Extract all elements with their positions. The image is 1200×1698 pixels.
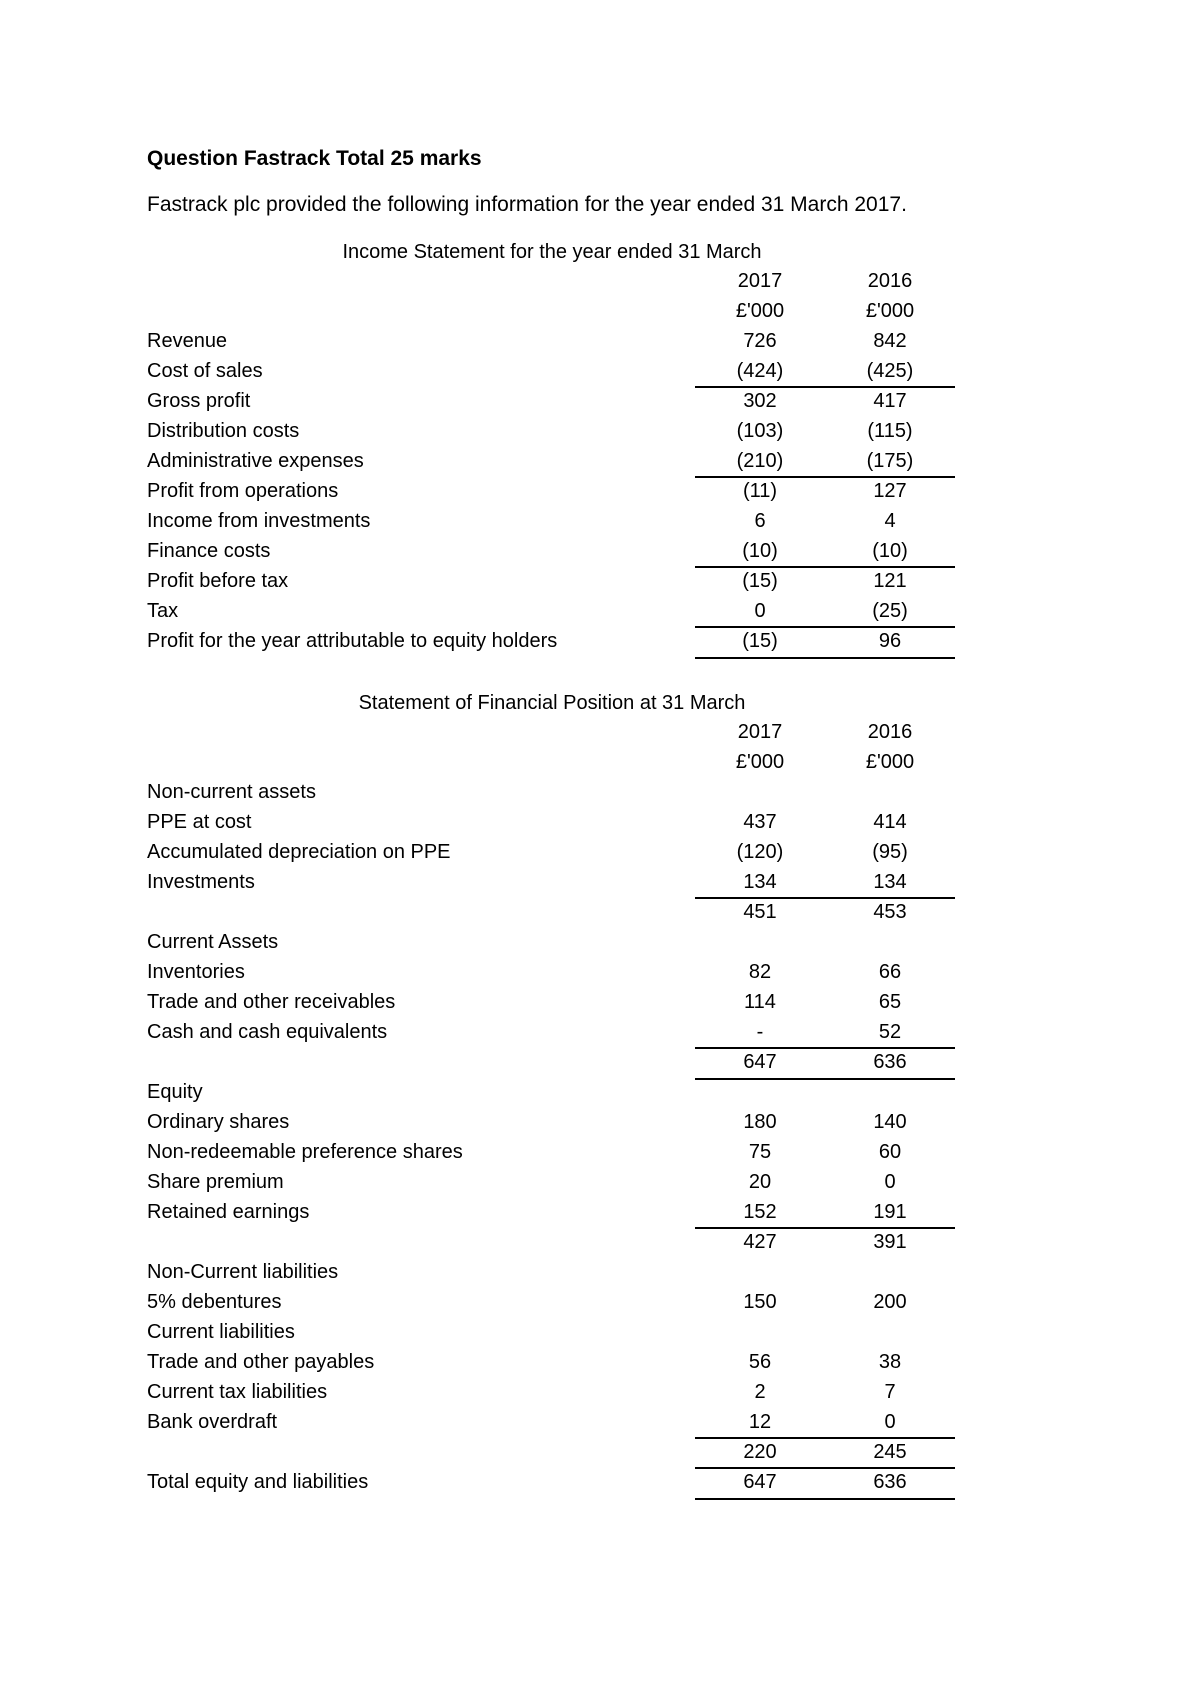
value-2017: 134 <box>743 871 777 893</box>
value-2017: 6 <box>754 510 766 532</box>
table-row <box>147 1379 957 1408</box>
table-row <box>147 839 957 868</box>
value-2017: 152 <box>743 1201 777 1223</box>
table-row <box>147 418 957 447</box>
row-label: Ordinary shares <box>147 1111 290 1133</box>
row-label: Retained earnings <box>147 1201 310 1223</box>
value-2016: 0 <box>884 1171 896 1193</box>
value-2016: 121 <box>873 570 907 592</box>
table-row <box>147 989 957 1018</box>
value-2016: 417 <box>873 390 907 412</box>
unit-2017-header: £'000 <box>735 751 785 773</box>
row-label: Accumulated depreciation on PPE <box>147 841 451 863</box>
value-2017: 647 <box>743 1471 777 1493</box>
row-label: Non-Current liabilities <box>147 1261 339 1283</box>
row-label: Trade and other payables <box>147 1351 375 1373</box>
year-2017-header: 2017 <box>737 270 783 292</box>
financial-position-unit-header <box>147 749 957 778</box>
value-2017: 0 <box>754 600 766 622</box>
total-rule <box>695 1498 825 1500</box>
year-2016-header: 2016 <box>867 270 913 292</box>
row-label: Trade and other receivables <box>147 991 396 1013</box>
table-row <box>147 628 957 657</box>
value-2016: (25) <box>872 600 908 622</box>
table-row <box>147 448 957 477</box>
financial-position-title: Statement of Financial Position at 31 March <box>358 692 746 714</box>
table-row <box>147 1349 957 1378</box>
table-row <box>147 478 957 507</box>
value-2017: (424) <box>736 360 784 382</box>
value-2016: 60 <box>878 1141 902 1163</box>
row-label: Non-current assets <box>147 781 316 803</box>
value-2017: 150 <box>743 1291 777 1313</box>
value-2016: (175) <box>866 450 914 472</box>
income-statement-year-header <box>147 268 957 297</box>
value-2016: 140 <box>873 1111 907 1133</box>
year-2017-header: 2017 <box>737 721 783 743</box>
value-2017: 302 <box>743 390 777 412</box>
table-row <box>147 328 957 357</box>
value-2016: (95) <box>872 841 908 863</box>
row-label: Profit before tax <box>147 570 289 592</box>
row-label: Revenue <box>147 330 228 352</box>
value-2016: 842 <box>873 330 907 352</box>
section-heading <box>147 929 957 958</box>
row-label: Total equity and liabilities <box>147 1471 369 1493</box>
value-2017: 647 <box>743 1051 777 1073</box>
row-label: Tax <box>147 600 179 622</box>
subtotal-row <box>147 1439 957 1468</box>
value-2016: 245 <box>873 1441 907 1463</box>
value-2017: 437 <box>743 811 777 833</box>
value-2017: 726 <box>743 330 777 352</box>
financial-position-year-header <box>147 719 957 748</box>
row-label: PPE at cost <box>147 811 252 833</box>
value-2016: (115) <box>867 420 913 442</box>
total-rule <box>825 1498 955 1500</box>
value-2017: (103) <box>736 420 784 442</box>
value-2016: 414 <box>873 811 907 833</box>
table-row <box>147 598 957 627</box>
value-2016: 636 <box>873 1471 907 1493</box>
value-2016: 453 <box>873 901 907 923</box>
value-2017: 2 <box>754 1381 766 1403</box>
value-2016: 134 <box>873 871 907 893</box>
question-intro: Fastrack plc provided the following information for the year ended 31 March 2017. <box>147 193 907 216</box>
subtotal-row <box>147 1229 957 1258</box>
value-2017: 114 <box>744 991 776 1013</box>
table-row <box>147 869 957 898</box>
table-row <box>147 1469 957 1498</box>
total-rule <box>825 657 955 659</box>
row-label: Bank overdraft <box>147 1411 278 1433</box>
value-2016: 0 <box>884 1411 896 1433</box>
subtotal-row <box>147 899 957 928</box>
unit-2017-header: £'000 <box>735 300 785 322</box>
section-heading <box>147 1319 957 1348</box>
table-row <box>147 1109 957 1138</box>
value-2017: (10) <box>742 540 778 562</box>
table-row <box>147 568 957 597</box>
value-2017: (15) <box>742 630 778 652</box>
value-2016: 191 <box>873 1201 907 1223</box>
table-row <box>147 959 957 988</box>
value-2017: 56 <box>748 1351 772 1373</box>
value-2016: 65 <box>878 991 902 1013</box>
unit-2016-header: £'000 <box>865 300 915 322</box>
value-2016: 52 <box>878 1021 902 1043</box>
row-label: 5% debentures <box>147 1291 282 1313</box>
row-label: Finance costs <box>147 540 271 562</box>
income-statement-title: Income Statement for the year ended 31 March <box>342 241 762 263</box>
table-row <box>147 1409 957 1438</box>
row-label: Distribution costs <box>147 420 300 442</box>
value-2016: (425) <box>866 360 914 382</box>
value-2017: 220 <box>743 1441 777 1463</box>
value-2017: 180 <box>743 1111 777 1133</box>
value-2016: 4 <box>884 510 896 532</box>
total-rule <box>695 657 825 659</box>
value-2017: 82 <box>748 961 772 983</box>
value-2016: 66 <box>878 961 902 983</box>
value-2017: (11) <box>742 480 778 502</box>
value-2017: (15) <box>742 570 778 592</box>
value-2016: 391 <box>873 1231 907 1253</box>
value-2016: 127 <box>873 480 907 502</box>
value-2017: (210) <box>736 450 784 472</box>
row-label: Equity <box>147 1081 203 1103</box>
value-2017: 12 <box>748 1411 772 1433</box>
row-label: Cost of sales <box>147 360 263 382</box>
value-2017: 451 <box>743 901 777 923</box>
question-title: Question Fastrack Total 25 marks <box>147 147 482 170</box>
table-row <box>147 809 957 838</box>
year-2016-header: 2016 <box>867 721 913 743</box>
table-row <box>147 538 957 567</box>
row-label: Profit from operations <box>147 480 339 502</box>
row-label: Income from investments <box>147 510 371 532</box>
value-2017: (120) <box>736 841 784 863</box>
unit-2016-header: £'000 <box>865 751 915 773</box>
value-2016: 96 <box>878 630 902 652</box>
row-label: Share premium <box>147 1171 284 1193</box>
table-row <box>147 1199 957 1228</box>
value-2016: (10) <box>872 540 908 562</box>
value-2017: 427 <box>743 1231 777 1253</box>
table-row <box>147 508 957 537</box>
section-heading <box>147 779 957 808</box>
value-2016: 200 <box>873 1291 907 1313</box>
value-2016: 38 <box>878 1351 902 1373</box>
value-2016: 7 <box>884 1381 896 1403</box>
row-label: Current liabilities <box>147 1321 295 1343</box>
row-label: Cash and cash equivalents <box>147 1021 388 1043</box>
row-label: Non-redeemable preference shares <box>147 1141 463 1163</box>
table-row <box>147 1019 957 1048</box>
table-row <box>147 1139 957 1168</box>
table-row <box>147 1289 957 1318</box>
table-row <box>147 388 957 417</box>
table-row <box>147 358 957 387</box>
value-2017: - <box>756 1021 764 1043</box>
row-label: Profit for the year attributable to equity holders <box>147 630 558 652</box>
income-statement-unit-header <box>147 298 957 327</box>
section-heading <box>147 1079 957 1108</box>
row-label: Inventories <box>147 961 245 983</box>
value-2017: 75 <box>748 1141 772 1163</box>
row-label: Current Assets <box>147 931 279 953</box>
row-label: Investments <box>147 871 255 893</box>
subtotal-row <box>147 1049 957 1078</box>
value-2017: 20 <box>748 1171 772 1193</box>
value-2016: 636 <box>873 1051 907 1073</box>
row-label: Current tax liabilities <box>147 1381 328 1403</box>
table-row <box>147 1169 957 1198</box>
row-label: Administrative expenses <box>147 450 364 472</box>
row-label: Gross profit <box>147 390 251 412</box>
section-heading <box>147 1259 957 1288</box>
